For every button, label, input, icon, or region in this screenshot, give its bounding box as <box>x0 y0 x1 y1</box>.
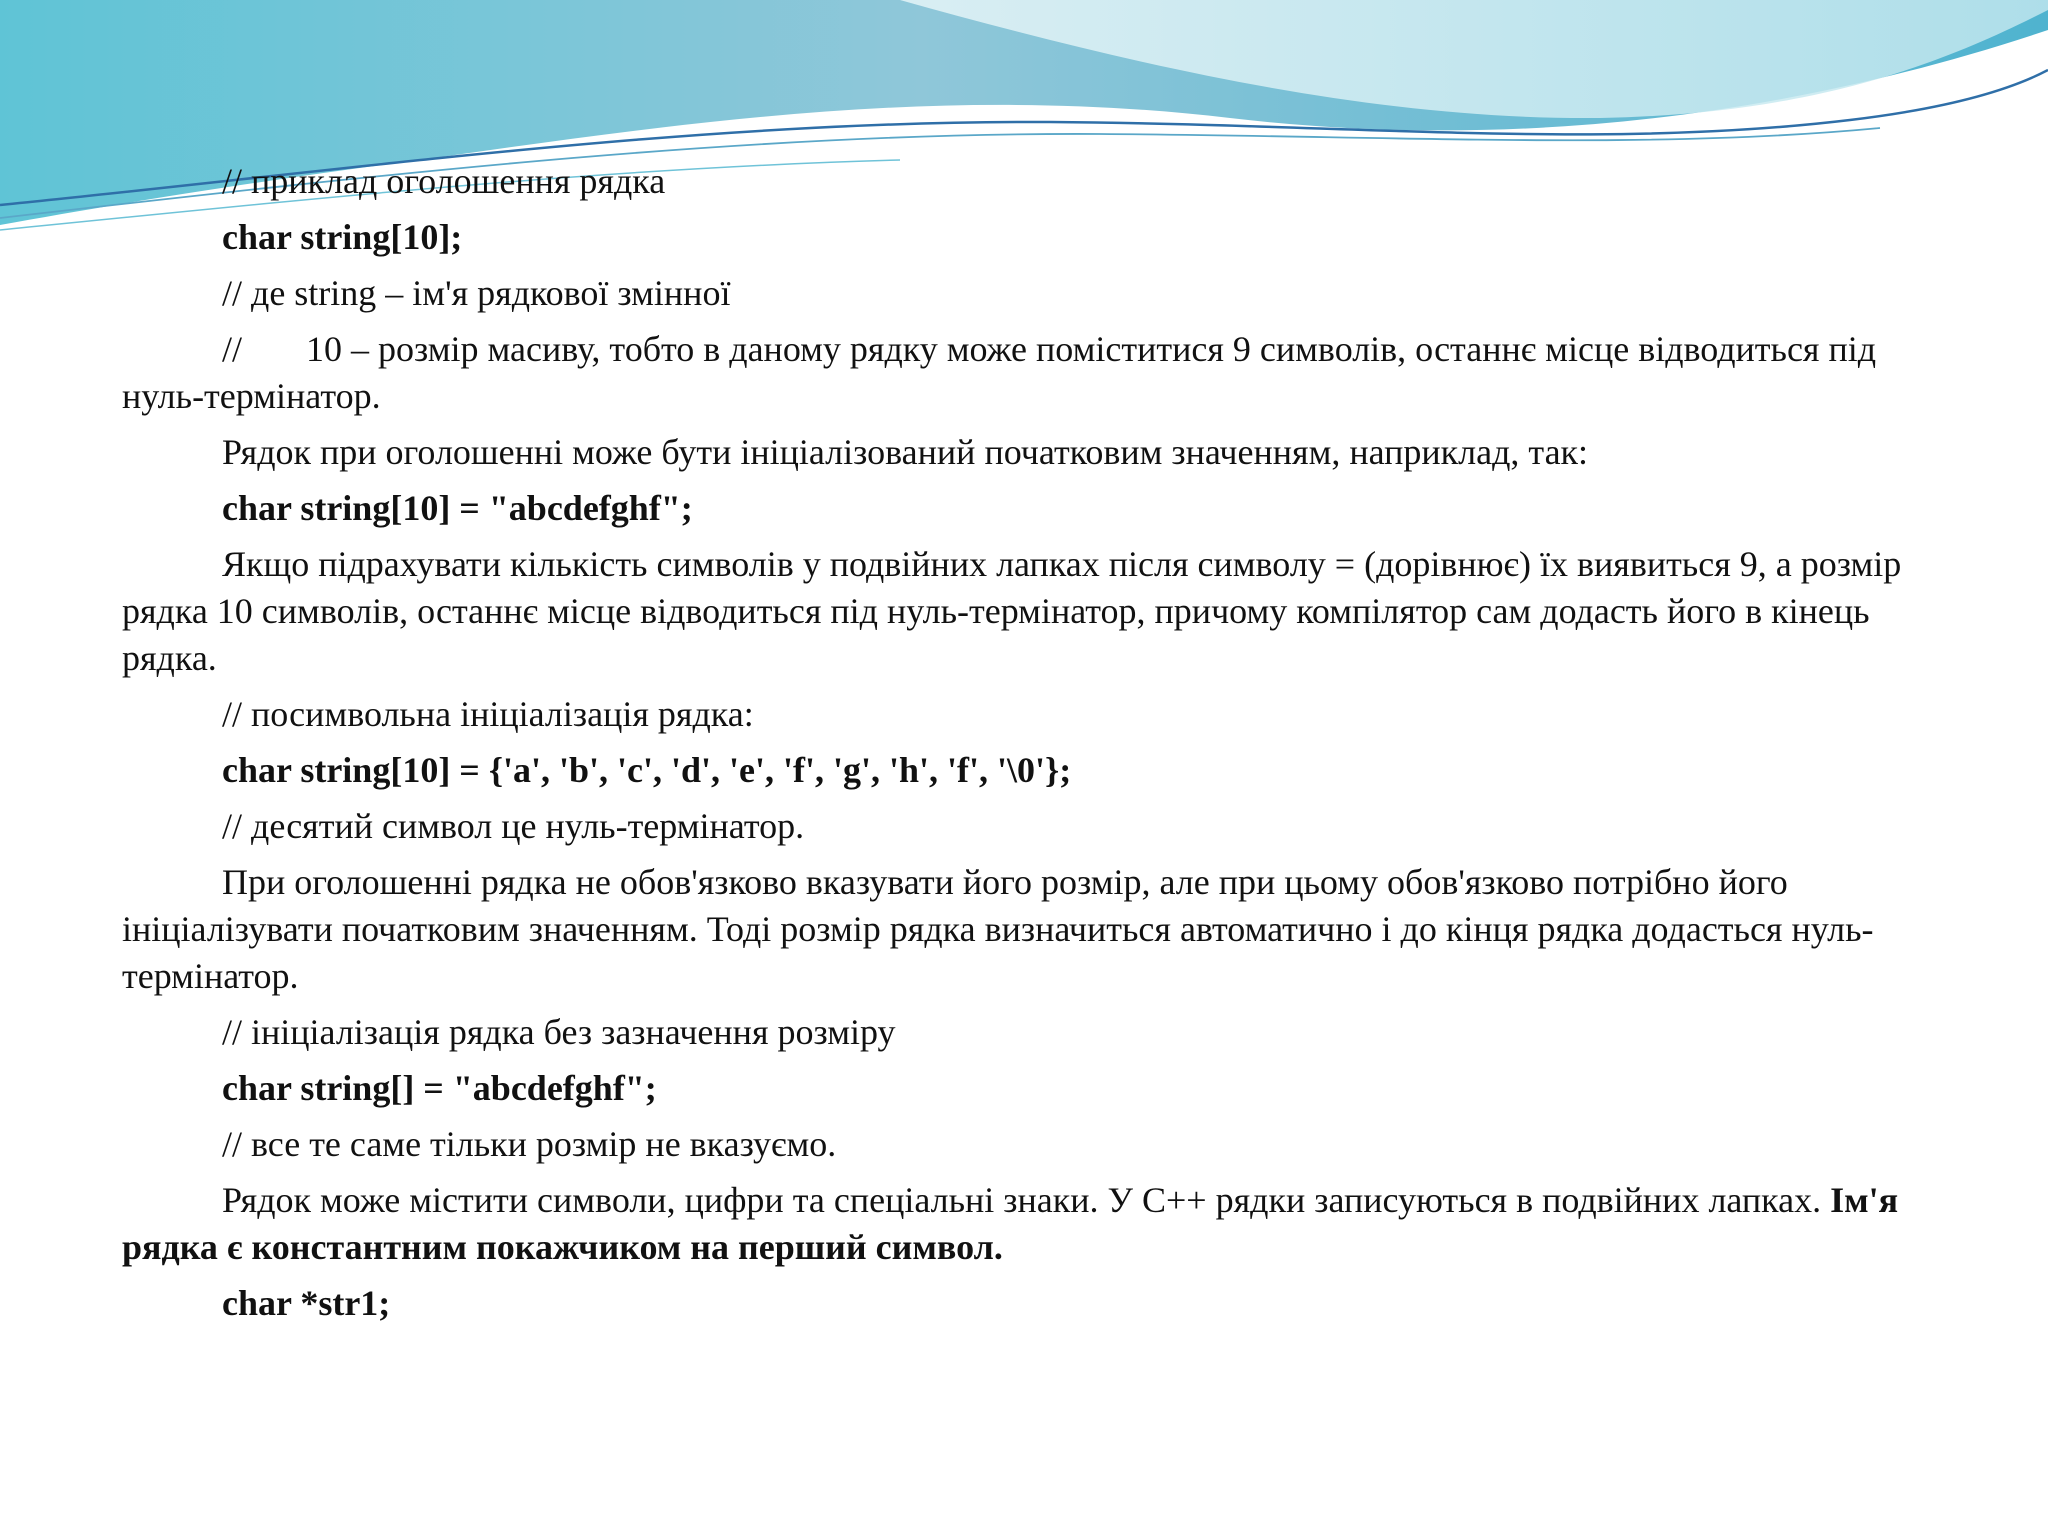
paragraph-string-contents-text: Рядок може містити символи, цифри та спеціальні знаки. У С++ рядки записуються в подвійних лапках. <box>222 1180 1831 1220</box>
comment-same-no-size: // все те саме тільки розмір не вказуємо. <box>222 1124 837 1164</box>
comment-array-size-text: 10 – розмір масиву, тобто в даному рядку може поміститися 9 символів, останнє місце відводиться під нуль-термінатор. <box>122 329 1877 416</box>
slide-body <box>122 158 1912 1336</box>
paragraph-size-optional: При оголошенні рядка не обов'язково вказувати його розмір, але при цьому обов'язково потрібно його ініціалізувати початковим значенням. Тоді розмір рядка визначиться автоматично і до кінця рядка додасться нуль-термінатор. <box>122 862 1874 996</box>
paragraph-string-contents <box>122 1177 1912 1271</box>
code-char-string-init: char string[10] = "abcdefghf"; <box>222 488 693 528</box>
comment-per-char-init: // посимвольна ініціалізація рядка: <box>222 694 754 734</box>
comment-prefix: // <box>222 329 243 369</box>
code-char-string-10: char string[10]; <box>222 217 463 257</box>
comment-declaration-example: // приклад оголошення рядка <box>222 161 666 201</box>
comment-array-size <box>122 326 1912 420</box>
comment-init-no-size: // ініціалізація рядка без зазначення розміру <box>222 1012 896 1052</box>
comment-tenth-symbol: // десятий символ це нуль-термінатор. <box>222 806 805 846</box>
paragraph-count-symbols: Якщо підрахувати кількість символів у подвійних лапках після символу = (дорівнює) їх виявиться 9, а розмір рядка 10 символів, останнє місце відводиться під нуль-термінатор, причому компілятор сам додасть його в кінець рядка. <box>122 544 1902 678</box>
paragraph-initialization: Рядок при оголошенні може бути ініціалізований початковим значенням, наприклад, так: <box>222 432 1589 472</box>
paragraph-string-pointer-bold: Ім'я рядка є константним покажчиком на перший символ. <box>122 1180 1899 1267</box>
comment-string-name: // де string – ім'я рядкової змінної <box>222 273 731 313</box>
code-char-string-unsized: char string[] = "abcdefghf"; <box>222 1068 657 1108</box>
code-char-pointer: char *str1; <box>222 1283 391 1323</box>
code-char-array-init: char string[10] = {'a', 'b', 'c', 'd', 'e', 'f', 'g', 'h', 'f', '\0'}; <box>222 750 1072 790</box>
